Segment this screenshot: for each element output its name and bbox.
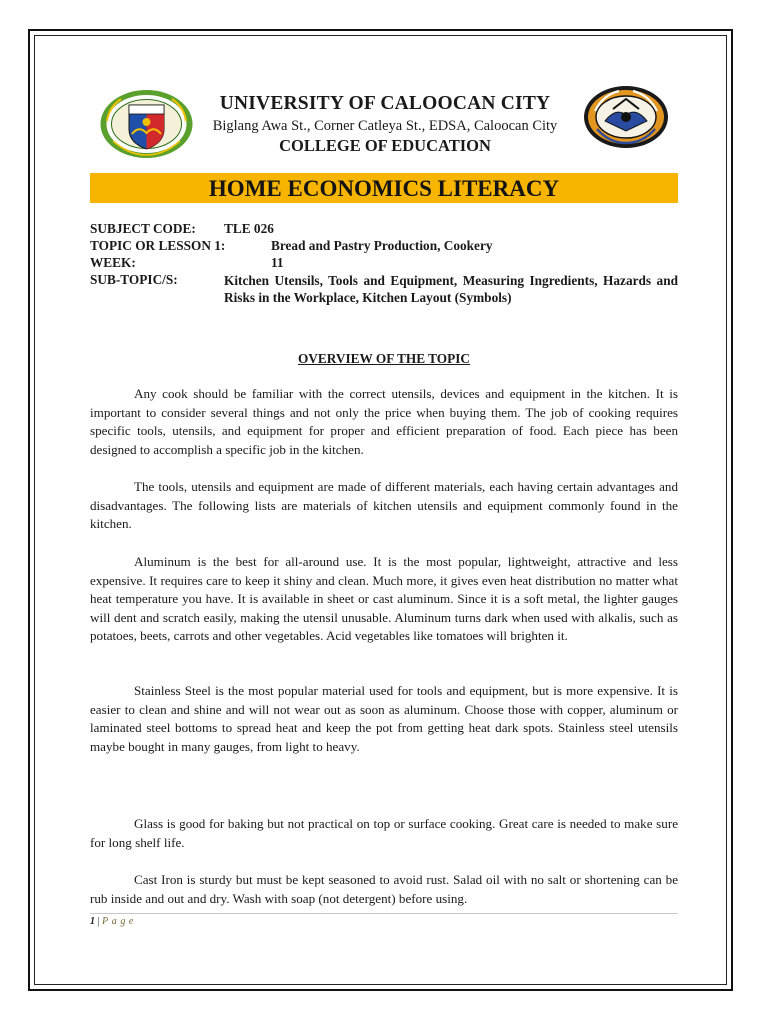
page-footer bbox=[90, 916, 137, 927]
university-name: UNIVERSITY OF CALOOCAN CITY bbox=[219, 93, 551, 114]
subtopic-value: Kitchen Utensils, Tools and Equipment, Measuring Ingredients, Hazards and Risks in the Workplace, Kitchen Layout (Symbols) bbox=[224, 273, 678, 305]
section-title: OVERVIEW OF THE TOPIC bbox=[297, 351, 471, 366]
course-title-banner: HOME ECONOMICS LITERACY bbox=[90, 173, 678, 203]
topic-label: TOPIC OR LESSON 1: bbox=[90, 238, 226, 253]
paragraph-utensils-intro: Any cook should be familiar with the correct utensils, devices and equipment in the kitchen. It is important to consider several things and not only the price when buying them. The job of cooking requires specific tools, utensils, and equipment for proper and efficient preparation of food. Each piece has been designed to accomplish a specific job in the kitchen. bbox=[90, 386, 678, 457]
university-address: Biglang Awa St., Corner Catleya St., EDSA, Caloocan City bbox=[212, 118, 558, 134]
page-label: Page bbox=[102, 916, 137, 927]
subject-details bbox=[90, 221, 678, 311]
paragraph-stainless-steel: Stainless Steel is the most popular material used for tools and equipment, but is more expensive. It is easier to clean and shine and will not wear out as soon as aluminum. Choose those with copper, aluminum or laminated steel bottoms to spread heat and keep the pot from getting heat dark spots. Stainless steel utensils maybe bought in many gauges, from light to heavy. bbox=[90, 683, 678, 754]
college-name: COLLEGE OF EDUCATION bbox=[279, 136, 491, 155]
subject-code-value: TLE 026 bbox=[224, 221, 274, 236]
page-number: 1 bbox=[90, 916, 95, 927]
paragraph-materials: The tools, utensils and equipment are made of different materials, each having certain advantages and disadvantages. The following lists are materials of kitchen utensils and equipment commonly found in the kitchen. bbox=[90, 479, 678, 532]
subtopic-label: SUB-TOPIC/S: bbox=[90, 272, 178, 287]
week-label: WEEK: bbox=[90, 255, 136, 270]
paragraph-glass: Glass is good for baking but not practical on top or surface cooking. Great care is needed to make sure for long shelf life. bbox=[90, 816, 678, 850]
week-value: 11 bbox=[271, 255, 284, 270]
paragraph-aluminum: Aluminum is the best for all-around use. It is the most popular, lightweight, attractive and less expensive. It requires care to keep it shiny and clean. Much more, it gives even heat distribution no matter what heat temperature you have. It is available in sheet or cast aluminum. Since it is a soft metal, the lighter gauges will dent and scratch easily, making the utensil unusable. Aluminum turns dark when used with alkalis, such as potatoes, beets, carrots and other vegetables. Acid vegetables like tomatoes will brighten it. bbox=[90, 554, 678, 644]
topic-value: Bread and Pastry Production, Cookery bbox=[271, 238, 493, 253]
footer-divider bbox=[90, 913, 678, 914]
college-of-education-seal-icon bbox=[583, 85, 669, 149]
paragraph-cast-iron: Cast Iron is sturdy but must be kept seasoned to avoid rust. Salad oil with no salt or shortening can be rub inside and out and dry. Wash with soap (not detergent) before using. bbox=[90, 872, 678, 906]
subject-code-label: SUBJECT CODE: bbox=[90, 221, 196, 236]
footer-separator: | bbox=[97, 916, 100, 927]
